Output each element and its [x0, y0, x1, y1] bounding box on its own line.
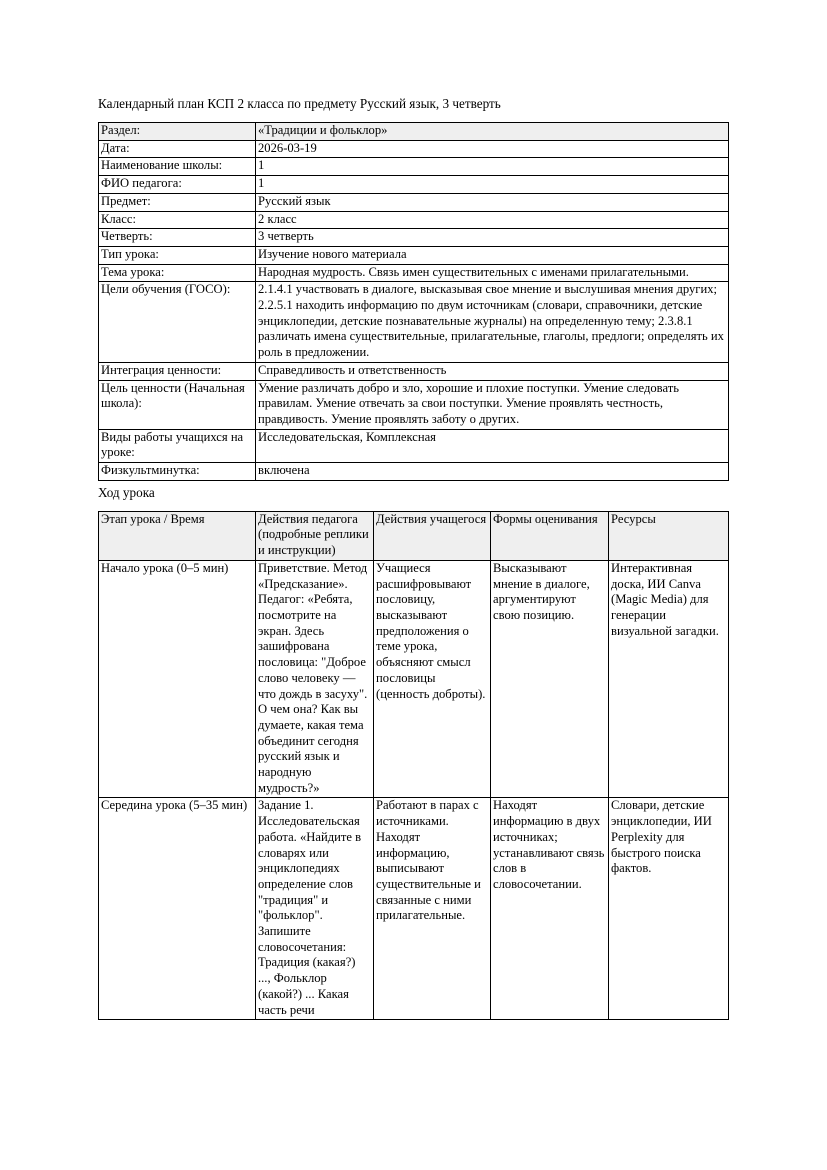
header-resources: Ресурсы — [609, 511, 729, 560]
info-table-row — [99, 463, 729, 481]
info-value: включена — [256, 463, 729, 481]
lesson-table-row — [99, 798, 729, 1020]
info-label: Физкультминутка: — [99, 463, 256, 481]
info-table-row — [99, 193, 729, 211]
lesson-info-table — [98, 122, 729, 481]
info-table-row — [99, 282, 729, 363]
header-assessment: Формы оценивания — [491, 511, 609, 560]
assessment-text: Находят информацию в двух источниках; устанавливают связь слов в словосочетании. — [493, 798, 605, 891]
info-value: Умение различать добро и зло, хорошие и плохие поступки. Умение следовать правилам. Умение отвечать за свои поступки. Умение проявлять честность, правдивость. Умение проявлять заботу о других. — [256, 380, 729, 429]
student-actions-cell — [374, 798, 491, 1020]
info-value: 2026-03-19 — [256, 140, 729, 158]
document-content — [98, 96, 728, 1020]
info-label: Цель ценности (Начальная школа): — [99, 380, 256, 429]
stage-cell: Начало урока (0–5 мин) — [99, 560, 256, 798]
lesson-flow-table — [98, 511, 729, 1021]
teacher-actions-cell — [256, 798, 374, 1020]
info-label: Четверть: — [99, 229, 256, 247]
stage-text: Середина урока (5–35 мин) — [101, 798, 248, 813]
lesson-flow-heading: Ход урока — [98, 484, 155, 500]
info-table-row — [99, 429, 729, 462]
info-label: Наименование школы: — [99, 158, 256, 176]
info-value: Справедливость и ответственность — [256, 362, 729, 380]
info-value: Исследовательская, Комплексная — [256, 429, 729, 462]
info-label: Предмет: — [99, 193, 256, 211]
info-label: Раздел: — [99, 123, 256, 141]
info-table-row — [99, 176, 729, 194]
info-value: 2 класс — [256, 211, 729, 229]
info-value: 3 четверть — [256, 229, 729, 247]
info-table-row — [99, 140, 729, 158]
info-label: Интеграция ценности: — [99, 362, 256, 380]
info-label: Дата: — [99, 140, 256, 158]
info-table-row — [99, 362, 729, 380]
info-table-row — [99, 211, 729, 229]
student-actions-cell: Учащиеся расшифровывают пословицу, высказывают предположения о теме урока, объясняют смысл пословицы (ценность доброты). — [374, 560, 491, 798]
assessment-cell — [491, 798, 609, 1020]
info-table-row — [99, 264, 729, 282]
info-value: Народная мудрость. Связь имен существительных с именами прилагательными. — [256, 264, 729, 282]
info-label: Цели обучения (ГОСО): — [99, 282, 256, 363]
info-table-row — [99, 380, 729, 429]
info-label: Класс: — [99, 211, 256, 229]
info-value: Русский язык — [256, 193, 729, 211]
resources-cell: Интерактивная доска, ИИ Canva (Magic Media) для генерации визуальной загадки. — [609, 560, 729, 798]
teacher-actions-text: Задание 1. Исследовательская работа. «Найдите в словарях или энциклопедиях определение слов "традиция" и "фольклор". Запишите словосочетания: Традиция (какая?) ..., Фольклор (какой?) ... Какая часть речи — [258, 798, 362, 1017]
header-stage: Этап урока / Время — [99, 511, 256, 560]
resources-cell — [609, 798, 729, 1020]
page-title: Календарный план КСП 2 класса по предмету Русский язык, 3 четверть — [98, 96, 501, 111]
header-student-actions: Действия учащегося — [374, 511, 491, 560]
assessment-cell: Высказывают мнение в диалоге, аргументируют свою позицию. — [491, 560, 609, 798]
stage-cell — [99, 798, 256, 1020]
info-value: Изучение нового материала — [256, 246, 729, 264]
info-label: Виды работы учащихся на уроке: — [99, 429, 256, 462]
info-table-row — [99, 246, 729, 264]
student-actions-text: Работают в парах с источниками. Находят информацию, выписывают существительные и связанные с ними прилагательные. — [376, 798, 481, 923]
info-value: «Традиции и фольклор» — [256, 123, 729, 141]
header-teacher-actions: Действия педагога (подробные реплики и инструкции) — [256, 511, 374, 560]
info-value: 1 — [256, 176, 729, 194]
resources-text: Словари, детские энциклопедии, ИИ Perplexity для быстрого поиска фактов. — [611, 798, 712, 876]
info-label: ФИО педагога: — [99, 176, 256, 194]
info-table-row — [99, 158, 729, 176]
info-table-row — [99, 123, 729, 141]
info-table-row — [99, 229, 729, 247]
info-label: Тип урока: — [99, 246, 256, 264]
lesson-table-row — [99, 560, 729, 798]
info-label: Тема урока: — [99, 264, 256, 282]
info-value: 2.1.4.1 участвовать в диалоге, высказывая свое мнение и выслушивая мнения других; 2.2.5.1 находить информацию по двум источникам (словари, справочники, детские энциклопедии, детские познавательные журналы) на определенную тему; 2.3.8.1 различать имена существительные, прилагательные, глаголы, предлоги; определять их роль в предложении. — [256, 282, 729, 363]
lesson-table-header-row — [99, 511, 729, 560]
teacher-actions-cell: Приветствие. Метод «Предсказание». Педагог: «Ребята, посмотрите на экран. Здесь зашифрована пословица: "Доброе слово человеку — что дождь в засуху". О чем она? Как вы думаете, какая тема объединит сегодня русский язык и народную мудрость?» — [256, 560, 374, 798]
info-value: 1 — [256, 158, 729, 176]
